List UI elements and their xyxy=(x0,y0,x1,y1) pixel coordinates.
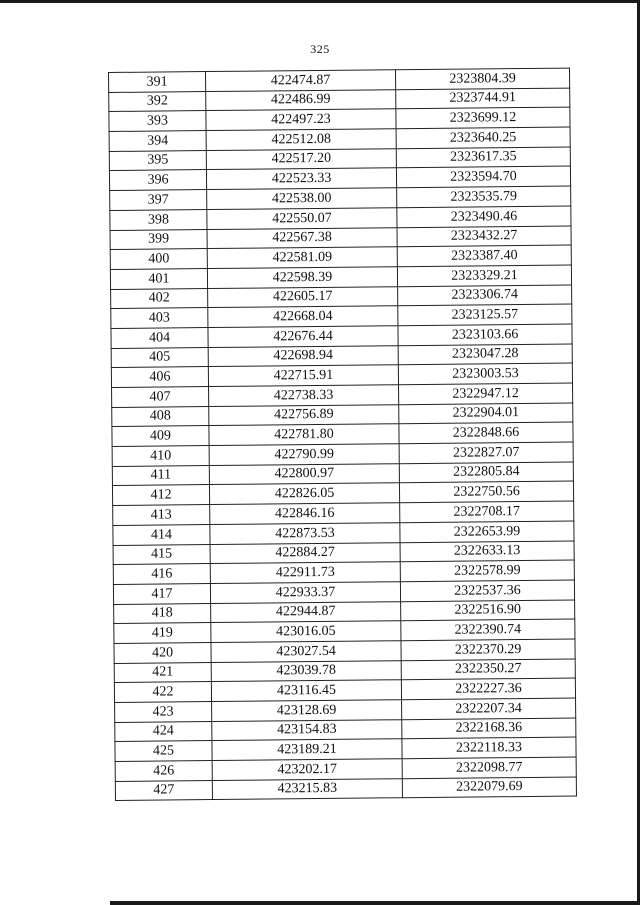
point-number-cell: 418 xyxy=(114,603,211,624)
northing-cell: 2323125.57 xyxy=(398,304,572,325)
easting-cell: 422738.33 xyxy=(209,385,399,407)
northing-cell: 2323047.28 xyxy=(398,344,572,365)
point-number-cell: 402 xyxy=(111,288,208,309)
northing-cell: 2322947.12 xyxy=(399,383,573,404)
northing-cell: 2323306.74 xyxy=(398,285,572,306)
easting-cell: 422598.39 xyxy=(207,267,397,289)
northing-cell: 2323744.91 xyxy=(396,88,570,109)
northing-cell: 2323432.27 xyxy=(397,226,571,247)
coordinate-table xyxy=(108,68,577,802)
northing-cell: 2323490.46 xyxy=(397,206,571,227)
northing-cell: 2322653.99 xyxy=(400,521,574,542)
easting-cell: 423215.83 xyxy=(212,778,402,800)
northing-cell: 2322827.07 xyxy=(399,442,573,463)
northing-cell: 2322537.36 xyxy=(400,580,574,601)
easting-cell: 422944.87 xyxy=(211,601,401,623)
easting-cell: 422581.09 xyxy=(207,247,397,269)
easting-cell: 423128.69 xyxy=(212,700,402,722)
easting-cell: 422873.53 xyxy=(210,523,400,545)
easting-cell: 422550.07 xyxy=(207,208,397,230)
point-number-cell: 406 xyxy=(111,367,208,388)
northing-cell: 2323387.40 xyxy=(397,245,571,266)
point-number-cell: 416 xyxy=(113,564,210,585)
easting-cell: 422800.97 xyxy=(209,463,399,485)
northing-cell: 2322079.69 xyxy=(402,777,576,798)
easting-cell: 422698.94 xyxy=(208,345,398,367)
easting-cell: 422781.80 xyxy=(209,424,399,446)
northing-cell: 2323804.39 xyxy=(395,68,569,89)
point-number-cell: 405 xyxy=(111,347,208,368)
easting-cell: 422826.05 xyxy=(209,483,399,505)
scan-border-bottom xyxy=(110,901,640,905)
easting-cell: 422668.04 xyxy=(208,306,398,328)
point-number-cell: 408 xyxy=(112,406,209,427)
easting-cell: 423189.21 xyxy=(212,739,402,761)
point-number-cell: 420 xyxy=(114,642,211,663)
point-number-cell: 419 xyxy=(114,623,211,644)
point-number-cell: 400 xyxy=(110,249,207,270)
point-number-cell: 426 xyxy=(115,761,212,782)
northing-cell: 2322750.56 xyxy=(399,481,573,502)
easting-cell: 423027.54 xyxy=(211,641,401,663)
point-number-cell: 424 xyxy=(115,721,212,742)
easting-cell: 422676.44 xyxy=(208,326,398,348)
point-number-cell: 414 xyxy=(113,524,210,545)
northing-cell: 2322390.74 xyxy=(401,619,575,640)
northing-cell: 2323699.12 xyxy=(396,107,570,128)
coordinate-table-container xyxy=(108,68,573,802)
easting-cell: 423116.45 xyxy=(211,680,401,702)
point-number-cell: 396 xyxy=(109,170,206,191)
point-number-cell: 401 xyxy=(110,268,207,289)
easting-cell: 422497.23 xyxy=(206,109,396,131)
point-number-cell: 413 xyxy=(113,505,210,526)
point-number-cell: 393 xyxy=(109,111,206,132)
point-number-cell: 403 xyxy=(111,308,208,329)
point-number-cell: 427 xyxy=(115,780,212,801)
easting-cell: 422517.20 xyxy=(206,148,396,170)
easting-cell: 422538.00 xyxy=(207,188,397,210)
easting-cell: 422512.08 xyxy=(206,129,396,151)
point-number-cell: 397 xyxy=(110,190,207,211)
point-number-cell: 407 xyxy=(112,387,209,408)
easting-cell: 422523.33 xyxy=(206,168,396,190)
northing-cell: 2322578.99 xyxy=(400,560,574,581)
easting-cell: 422911.73 xyxy=(210,562,400,584)
northing-cell: 2323103.66 xyxy=(398,324,572,345)
easting-cell: 422933.37 xyxy=(210,582,400,604)
northing-cell: 2322633.13 xyxy=(400,541,574,562)
northing-cell: 2322168.36 xyxy=(402,718,576,739)
point-number-cell: 398 xyxy=(110,209,207,230)
northing-cell: 2322227.36 xyxy=(401,678,575,699)
point-number-cell: 404 xyxy=(111,327,208,348)
northing-cell: 2322207.34 xyxy=(402,698,576,719)
scan-border-top xyxy=(0,0,640,3)
point-number-cell: 422 xyxy=(114,682,211,703)
northing-cell: 2322118.33 xyxy=(402,737,576,758)
point-number-cell: 409 xyxy=(112,426,209,447)
easting-cell: 423016.05 xyxy=(211,621,401,643)
northing-cell: 2323640.25 xyxy=(396,127,570,148)
northing-cell: 2322848.66 xyxy=(399,422,573,443)
northing-cell: 2323617.35 xyxy=(396,147,570,168)
point-number-cell: 399 xyxy=(110,229,207,250)
easting-cell: 422846.16 xyxy=(210,503,400,525)
point-number-cell: 417 xyxy=(113,583,210,604)
point-number-cell: 395 xyxy=(109,150,206,171)
northing-cell: 2323594.70 xyxy=(396,167,570,188)
point-number-cell: 425 xyxy=(115,741,212,762)
easting-cell: 422884.27 xyxy=(210,542,400,564)
northing-cell: 2323003.53 xyxy=(398,363,572,384)
northing-cell: 2322708.17 xyxy=(400,501,574,522)
page-number: 325 xyxy=(310,42,330,56)
point-number-cell: 415 xyxy=(113,544,210,565)
point-number-cell: 410 xyxy=(112,446,209,467)
point-number-cell: 391 xyxy=(109,72,206,93)
point-number-cell: 412 xyxy=(112,485,209,506)
easting-cell: 422486.99 xyxy=(206,89,396,111)
table-row xyxy=(115,777,576,801)
easting-cell: 423202.17 xyxy=(212,759,402,781)
easting-cell: 422756.89 xyxy=(209,404,399,426)
northing-cell: 2323329.21 xyxy=(397,265,571,286)
point-number-cell: 394 xyxy=(109,131,206,152)
northing-cell: 2322805.84 xyxy=(399,462,573,483)
northing-cell: 2322370.29 xyxy=(401,639,575,660)
table-body xyxy=(109,68,577,801)
easting-cell: 422567.38 xyxy=(207,227,397,249)
point-number-cell: 411 xyxy=(112,465,209,486)
northing-cell: 2322350.27 xyxy=(401,659,575,680)
easting-cell: 423154.83 xyxy=(212,719,402,741)
point-number-cell: 423 xyxy=(115,702,212,723)
point-number-cell: 392 xyxy=(109,91,206,112)
northing-cell: 2322516.90 xyxy=(401,600,575,621)
easting-cell: 422715.91 xyxy=(208,365,398,387)
northing-cell: 2323535.79 xyxy=(397,186,571,207)
easting-cell: 423039.78 xyxy=(211,660,401,682)
northing-cell: 2322098.77 xyxy=(402,757,576,778)
easting-cell: 422605.17 xyxy=(208,286,398,308)
easting-cell: 422474.87 xyxy=(206,70,396,92)
easting-cell: 422790.99 xyxy=(209,444,399,466)
point-number-cell: 421 xyxy=(114,662,211,683)
northing-cell: 2322904.01 xyxy=(399,403,573,424)
